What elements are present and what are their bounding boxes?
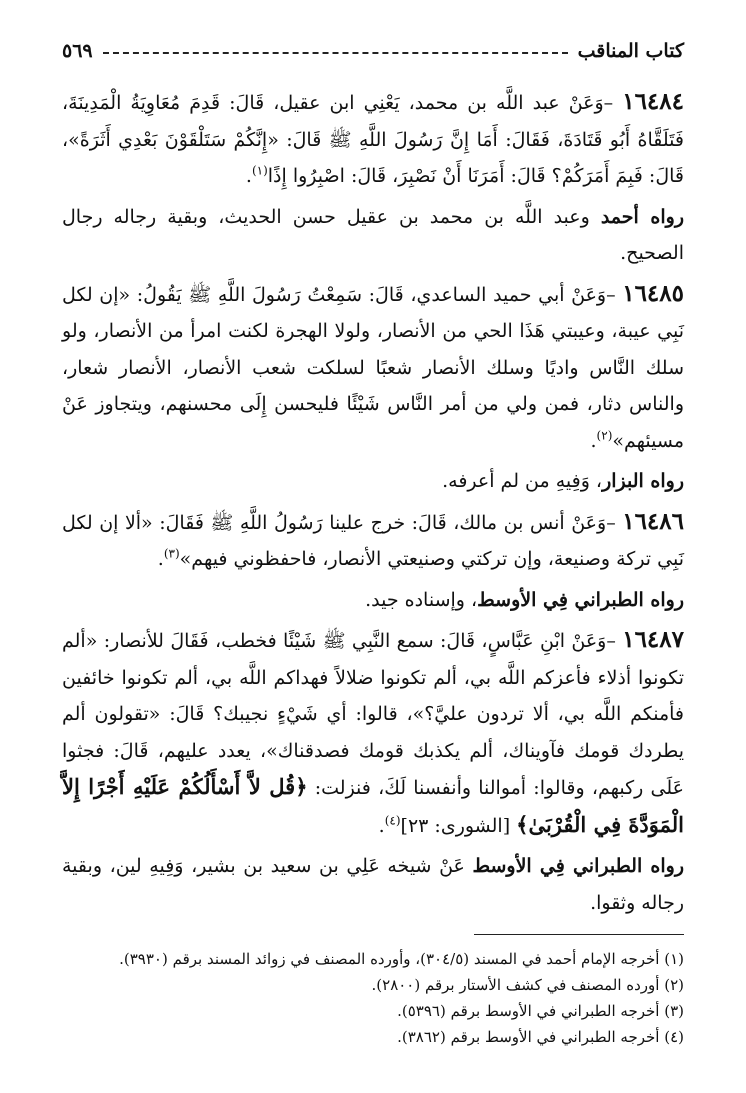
source-text: عَنْ شيخه عَلِي بن سعيد بن بشير، وَفِيهِ لين، وبقية رجاله وثقوا.	[62, 855, 684, 914]
hadith-entry	[62, 84, 684, 195]
source-note	[62, 848, 684, 921]
source-lead: رواه الطبراني فِي الأوسط	[472, 855, 684, 877]
main-text	[62, 84, 684, 921]
hadith-text: –وَعَنْ أنس بن مالك، قَالَ: خرج علينا رَسُولُ اللَّهِ ﷺ فَقَالَ: «ألا إن لكل نَبِي تركة وصنيعة، وإن تركتي وصنيعتي الأنصار، فاحفظوني فيهم»	[62, 511, 684, 570]
source-note	[62, 582, 684, 619]
hadith-end: .	[245, 165, 252, 187]
hadith-text: –وَعَنْ ابْنِ عَبَّاسٍ، قَالَ: سمع النَّبِي ﷺ شَيْئًا فخطب، فَقَالَ للأنصار: «ألم تكونوا أذلاء فأعزكم اللَّه بي، ألم تكونوا ضلالاً فهداكم اللَّه بي، ألم تكونوا خائفين فأمنكم اللَّه بي، ألا تردون عليَّ؟»، قالوا: أي شَيْءٍ نجيبك؟ قَالَ: «تقولون ألم يطردك قومك فآويناك، ألم يكذبك قومك فصدقناك»، يعدد عليهم، قَالَ: فجثوا عَلَى ركبهم، وقالوا: أموالنا وأنفسنا لَكَ، فنزلت:	[62, 630, 684, 799]
source-lead: رواه أحمد	[600, 205, 685, 228]
source-lead: رواه الطبراني فِي الأوسط	[477, 588, 684, 611]
running-header	[62, 38, 684, 64]
quran-verse: ﴿قُل لاَّ أَسْأَلُكُمْ عَلَيْهِ أَجْرًا إِلاَّ الْمَوَدَّةَ فِي الْقُرْبَىٰ﴾	[62, 774, 684, 837]
hadith-entry	[62, 622, 684, 844]
footnote-reference: (٣)	[163, 546, 180, 561]
book-title: كتاب المناقب	[577, 40, 684, 62]
hadith-end: .	[157, 548, 164, 570]
hadith-number: ١٦٤٨٥	[622, 279, 684, 307]
source-text: ، وَفِيهِ من لم أعرفه.	[442, 470, 603, 492]
footnote-reference: (١)	[251, 163, 268, 178]
header-dashed-rule	[103, 52, 568, 54]
hadith-entry	[62, 504, 684, 578]
hadith-end: .	[590, 429, 597, 452]
hadith-number: ١٦٤٨٦	[622, 507, 684, 535]
footnotes	[62, 946, 684, 1050]
source-text: وعبد اللَّه بن محمد بن عقيل حسن الحديث، وبقية رجاله رجال الصحيح.	[62, 205, 684, 264]
source-lead: رواه البزار	[602, 470, 684, 492]
footnote: (٣) أخرجه الطبراني في الأوسط برقم (٥٣٩٦).	[397, 1002, 684, 1020]
hadith-number: ١٦٤٨٤	[622, 88, 684, 115]
hadith-number: ١٦٤٨٧	[622, 626, 684, 653]
hadith-text: –وَعَنْ أبي حميد الساعدي، قَالَ: سَمِعْتُ رَسُولَ اللَّهِ ﷺ يَقُولُ: «إن لكل نَبِي عيبة، وعيبتي هَذَا الحي من الأنصار، ولولا الهجرة لكنت امرأ من الأنصار، ولو سلك النَّاس واديًا وسلك الأنصار شعبًا لسلكت شعب الأنصار، الأنصار شعار، والناس دثار، فمن ولي من أمر النَّاس شَيْئًا فليحسن إِلَى محسنهم، ويتجاوز عَنْ مسيئهم»	[62, 283, 685, 452]
hadith-entry	[62, 276, 684, 460]
hadith-text: –وَعَنْ عبد اللَّه بن محمد، يَعْنِي ابن عقيل، قَالَ: قَدِمَ مُعَاوِيَةُ الْمَدِينَةَ، فَتَلَقَّاهُ أَبُو قَتَادَةَ، فَقَالَ: أَمَا إِنَّ رَسُولَ اللَّهِ ﷺ قَالَ: «إِنَّكُمْ سَتَلْقَوْنَ بَعْدِي أَثَرَةً»، قَالَ: فَبِمَ أَمَرَكُمْ؟ قَالَ: أَمَرَنَا أَنْ نَصْبِرَ، قَالَ: اصْبِرُوا إِذًا	[62, 92, 684, 187]
footnote: (٤) أخرجه الطبراني في الأوسط برقم (٣٨٦٢).	[397, 1028, 684, 1046]
source-text: ، وإسناده جيد.	[365, 588, 478, 611]
footnote: (٢) أورده المصنف في كشف الأستار برقم (٢٨٠٠).	[371, 976, 684, 994]
footnote: (١) أخرجه الإمام أحمد في المسند (٣٠٤/٥)، وأورده المصنف في زوائد المسند برقم (٣٩٣٠).	[119, 950, 684, 968]
source-note	[62, 199, 684, 272]
footnote-separator	[474, 934, 684, 935]
source-note	[62, 463, 684, 500]
footnote-reference: (٢)	[596, 428, 613, 443]
page-number: ٥٦٩	[62, 40, 93, 62]
hadith-end: .	[378, 814, 385, 837]
footnote-reference: (٤)	[384, 813, 401, 828]
quran-reference: [الشورى: ٢٣]	[400, 814, 517, 837]
